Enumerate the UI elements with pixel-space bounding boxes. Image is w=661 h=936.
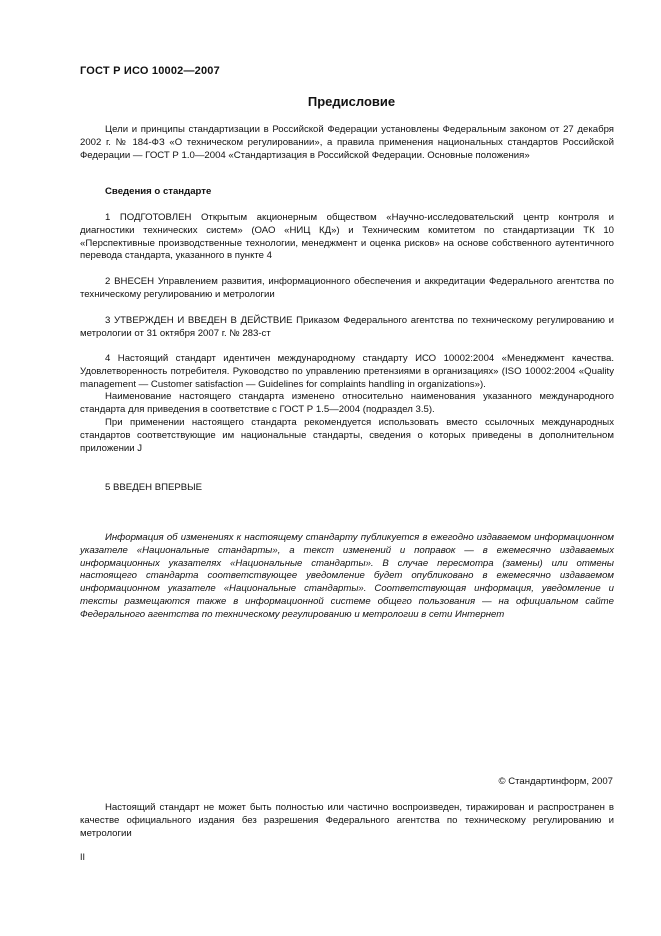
item-4-block	[80, 353, 614, 455]
info-heading-block	[80, 186, 614, 199]
item-4-paragraph: 4 Настоящий стандарт идентичен международному стандарту ИСО 10002:2004 «Менеджмент качества. Удовлетворенность потребителя. Руководство по управлению претензиями в организациях» (ISO 10002:2004 «Quality management — Customer satisfaction — Guidelines for complaints handling in organizations»).	[80, 353, 614, 390]
rights-block	[80, 802, 614, 840]
item-3-paragraph: 3 УТВЕРЖДЕН И ВВЕДЕН В ДЕЙСТВИЕ Приказом Федерального агентства по техническому регулированию и метрологии от 31 октября 2007 г. № 283-ст	[80, 315, 614, 339]
notice-block	[80, 532, 614, 622]
item-1-block	[80, 212, 614, 263]
copyright-line: © Стандартинформ, 2007	[498, 776, 613, 787]
intro-block	[80, 124, 614, 162]
intro-paragraph: Цели и принципы стандартизации в Российской Федерации установлены Федеральным законом от 27 декабря 2002 г. № 184-ФЗ «О техническом регулировании», а правила применения национальных стандартов Российской Федерации — ГОСТ Р 1.0—2004 «Стандартизация в Российской Федерации. Основные положения»	[80, 124, 614, 161]
item-4-paragraph-3: При применении настоящего стандарта рекомендуется использовать вместо ссылочных международных стандартов соответствующие им национальные стандарты, сведения о которых приведены в дополнительном приложении J	[80, 416, 614, 454]
item-5-paragraph: 5 ВВЕДЕН ВПЕРВЫЕ	[105, 482, 203, 493]
item-2-paragraph: 2 ВНЕСЕН Управлением развития, информационного обеспечения и аккредитации Федерального агентства по техническому регулированию и метрологии	[80, 276, 614, 300]
document-header: ГОСТ Р ИСО 10002—2007	[80, 65, 220, 77]
notice-paragraph: Информация об изменениях к настоящему стандарту публикуется в ежегодно издаваемом информационном указателе «Национальные стандарты», а текст изменений и поправок — в ежемесячно издаваемых информационных указателях «Национальные стандарты». В случае пересмотра (замены) или отмены настоящего стандарта соответствующее уведомление будет опубликовано в ежемесячно издаваемом информационном указателе «Национальные стандарты». Соответствующая информация, уведомление и тексты размещаются также в информационной системе общего пользования — на официальном сайте Федерального агентства по техническому регулированию и метрологии в сети Интернет	[80, 532, 614, 620]
item-5-block	[80, 482, 614, 495]
item-4-paragraph-2: Наименование настоящего стандарта изменено относительно наименования указанного международного стандарта для приведения в соответствие с ГОСТ Р 1.5—2004 (подраздел 3.5).	[80, 391, 614, 416]
page-number: II	[80, 852, 86, 862]
rights-paragraph: Настоящий стандарт не может быть полностью или частично воспроизведен, тиражирован и распространен в качестве официального издания без разрешения Федерального агентства по техническому регулированию и метрологии	[80, 802, 614, 839]
item-2-block	[80, 276, 614, 302]
info-heading: Сведения о стандарте	[105, 186, 212, 197]
item-3-block	[80, 315, 614, 341]
item-1-paragraph: 1 ПОДГОТОВЛЕН Открытым акционерным обществом «Научно-исследовательский центр контроля и диагностики технических систем» (ОАО «НИЦ КД») и Техническим комитетом по стандартизации ТК 10 «Перспективные производственные технологии, менеджмент и оценка рисков» на основе собственного аутентичного перевода стандарта, указанного в пункте 4	[80, 212, 614, 262]
page-title: Предисловие	[307, 94, 396, 109]
